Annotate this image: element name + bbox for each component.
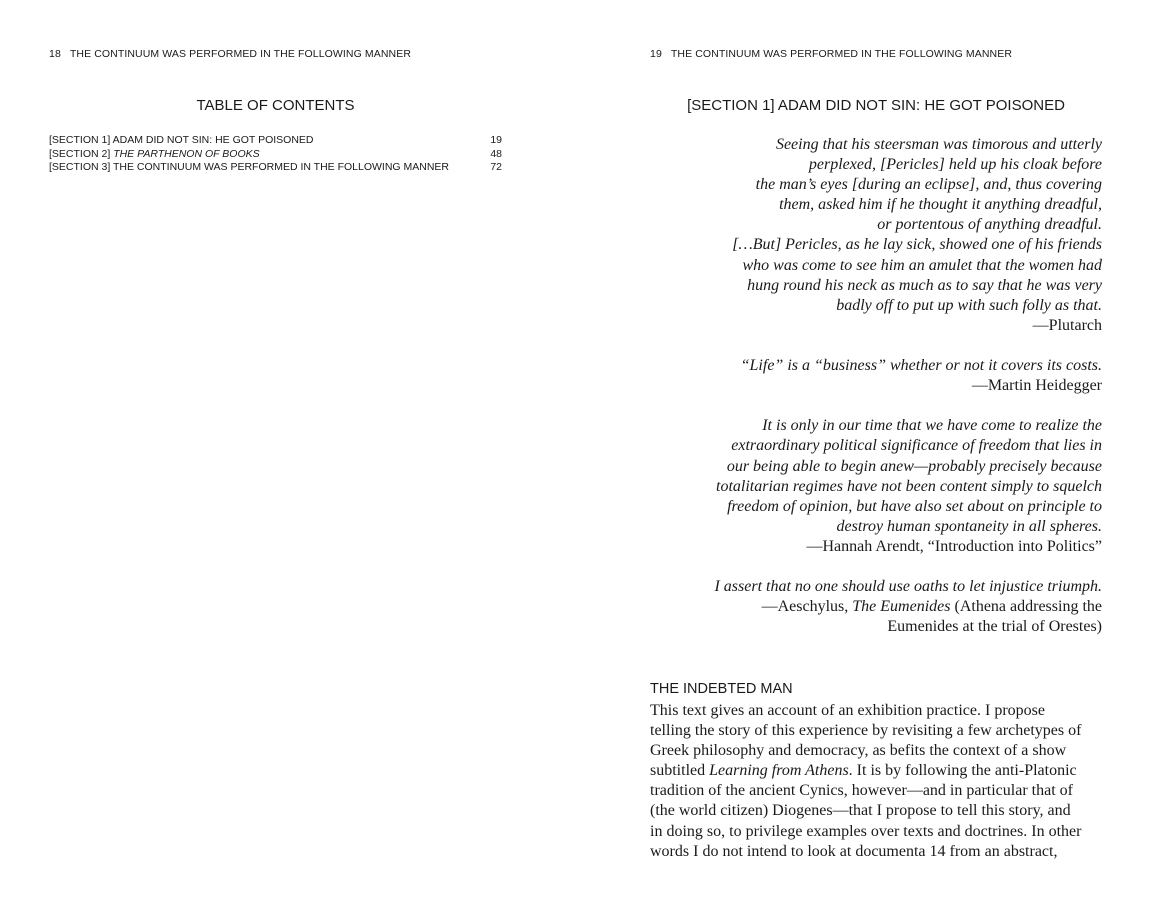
attribution-note: (Athena addressing the <box>954 598 1102 616</box>
epigraph-line: hung round his neck as much as to say that he was very <box>747 276 1102 294</box>
body-line: words I do not intend to look at documenta 14 from an abstract, <box>650 842 1058 860</box>
table-of-contents <box>49 134 502 175</box>
attribution-author: —Aeschylus, <box>761 598 849 616</box>
epigraph-line: or portentous of anything dreadful. <box>877 216 1102 234</box>
toc-entry-title: THE CONTINUUM WAS PERFORMED IN THE FOLLOWING MANNER <box>113 161 450 173</box>
epigraph-line: […But] Pericles, as he lay sick, showed one of his friends <box>732 236 1102 254</box>
body-italic-title: Learning from Athens <box>709 762 849 780</box>
epigraph-attribution: —Martin Heidegger <box>971 377 1102 395</box>
toc-title: TABLE OF CONTENTS <box>196 97 355 114</box>
body-line: Greek philosophy and democracy, as befits the context of a show <box>650 742 1067 760</box>
attribution-work: The Eumenides <box>852 598 951 616</box>
body-line: telling the story of this experience by revisiting a few archetypes of <box>650 722 1082 740</box>
epigraph-attribution: —Plutarch <box>1032 316 1102 334</box>
right-running-head <box>650 48 1012 60</box>
subheading: THE INDEBTED MAN <box>650 681 793 697</box>
section-title: [SECTION 1] ADAM DID NOT SIN: HE GOT POISONED <box>687 97 1065 114</box>
epigraph-heidegger <box>650 356 1102 396</box>
epigraph-plutarch <box>650 135 1102 336</box>
epigraph-line: who was come to see him an amulet that the women had <box>742 256 1102 274</box>
body-paragraph <box>650 701 1102 862</box>
right-page-number: 19 <box>650 48 662 60</box>
epigraph-line: I assert that no one should use oaths to let injustice triumph. <box>714 578 1102 596</box>
toc-entry-page: 19 <box>490 134 502 146</box>
epigraph-attribution-cont: Eumenides at the trial of Orestes) <box>887 618 1102 636</box>
epigraph-line: Seeing that his steersman was timorous and utterly <box>775 136 1102 153</box>
epigraph-attribution <box>650 597 1102 617</box>
body-line: (the world citizen) Diogenes—that I propose to tell this story, and <box>650 802 1071 820</box>
epigraph-line: them, asked him if he thought it anything dreadful, <box>779 196 1102 214</box>
body-text-fragment: subtitled <box>650 762 706 780</box>
epigraph-line: totalitarian regimes have not been content simply to squelch <box>716 477 1102 495</box>
toc-entry-prefix: [SECTION 1] <box>49 134 111 146</box>
body-line: in doing so, to privilege examples over texts and doctrines. In other <box>650 822 1082 840</box>
body-line: tradition of the ancient Cynics, however—and in particular that of <box>650 782 1073 800</box>
epigraph-attribution: —Hannah Arendt, “Introduction into Politics” <box>806 537 1102 555</box>
epigraph-line: It is only in our time that we have come to realize the <box>762 417 1102 435</box>
epigraph-line: perplexed, [Pericles] held up his cloak before <box>808 156 1102 174</box>
body-text-fragment: . It is by following the anti-Platonic <box>848 762 1077 780</box>
left-running-head-text: THE CONTINUUM WAS PERFORMED IN THE FOLLOWING MANNER <box>69 48 412 60</box>
left-page-number: 18 <box>49 48 61 60</box>
right-running-head-text: THE CONTINUUM WAS PERFORMED IN THE FOLLOWING MANNER <box>670 48 1013 60</box>
epigraph-line: “Life” is a “business” whether or not it covers its costs. <box>740 357 1102 375</box>
epigraph-line: extraordinary political significance of freedom that lies in <box>731 437 1102 455</box>
toc-entry-page: 48 <box>490 147 502 160</box>
toc-entry-page: 72 <box>490 161 502 173</box>
epigraph-line: our being able to begin anew—probably precisely because <box>726 457 1102 475</box>
epigraph-line: destroy human spontaneity in all spheres. <box>836 517 1102 535</box>
epigraph-line: badly off to put up with such folly as that. <box>836 296 1102 314</box>
body-line <box>650 761 1102 781</box>
toc-entry-title: ADAM DID NOT SIN: HE GOT POISONED <box>112 134 314 146</box>
epigraphs <box>650 135 1102 657</box>
toc-entry-section-2[interactable] <box>49 148 502 162</box>
left-running-head <box>49 48 411 60</box>
epigraph-aeschylus <box>650 577 1102 637</box>
epigraph-line: the man’s eyes [during an eclipse], and, thus covering <box>755 176 1102 194</box>
body-line: This text gives an account of an exhibition practice. I propose <box>650 702 1045 719</box>
toc-entry-prefix: [SECTION 2] <box>49 147 111 160</box>
epigraph-arendt <box>650 416 1102 557</box>
toc-entry-section-1[interactable] <box>49 134 502 148</box>
toc-entry-title: THE PARTHENON OF BOOKS <box>113 147 260 160</box>
toc-entry-prefix: [SECTION 3] <box>49 161 111 173</box>
toc-entry-section-3[interactable] <box>49 161 502 175</box>
epigraph-line: freedom of opinion, but have also set about on principle to <box>727 497 1102 515</box>
